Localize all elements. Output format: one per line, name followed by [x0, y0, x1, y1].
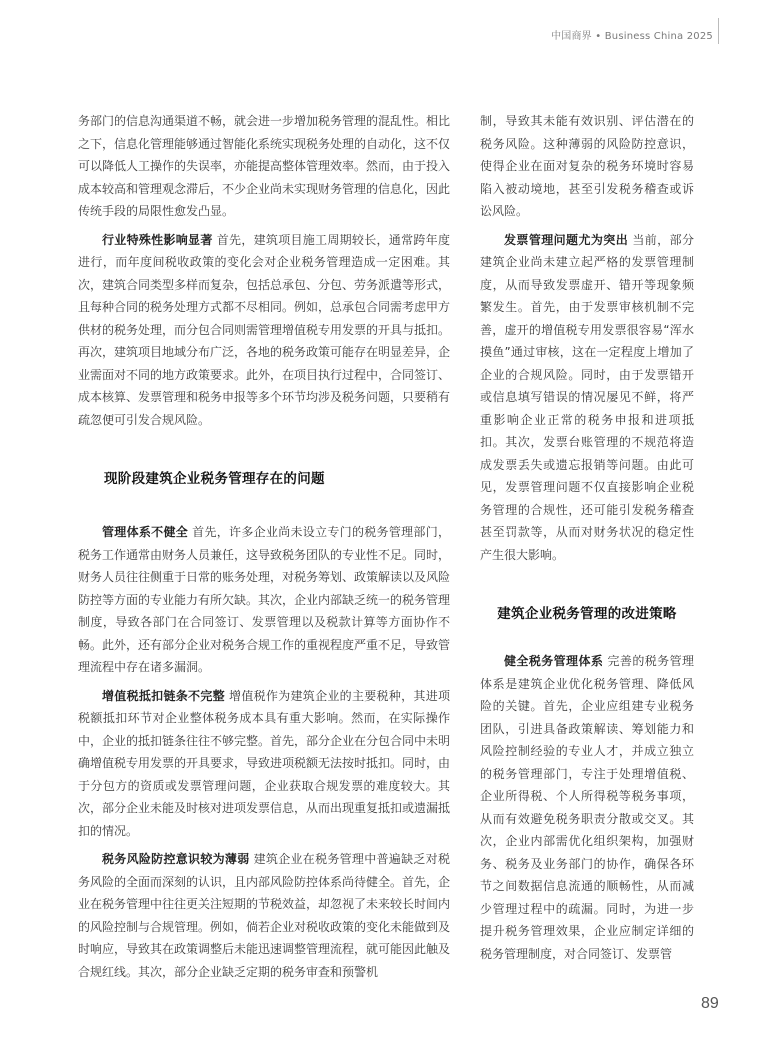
paragraph [480, 650, 694, 965]
paragraph [78, 521, 450, 679]
paragraph [78, 229, 450, 432]
running-header: 中国商界 • Business China 2025 [551, 31, 713, 42]
section-heading: 现阶段建筑企业税务管理存在的问题 [104, 471, 325, 487]
paragraph-lead: 发票管理问题尤为突出 [504, 232, 629, 247]
paragraph-body: 当前，部分建筑企业尚未建立起严格的发票管理制度，从而导致发票虚开、错开等现象频繁发生。首先，由于发票审核机制不完善，虚开的增值税专用发票很容易“浑水摸鱼”通过审核，这在一定程度上增加了企业的合规风险。同时，由于发票错开或信息填写错误的情况屡见不鲜，将严重影响企业正常的税务申报和进项抵扣。其次，发票台账管理的不规范将造成发票丢失或遗忘报销等问题。由此可见，发票管理问题不仅直接影响企业税务管理的合规性，还可能引发税务稽查甚至罚款等，从而对财务状况的稳定性产生很大影响。 [480, 232, 694, 562]
paragraph-lead: 增值税抵扣链条不完整 [102, 688, 225, 703]
left-column [78, 110, 450, 989]
section-heading: 建筑企业税务管理的改进策略 [497, 606, 677, 622]
paragraph-lead: 健全税务管理体系 [504, 654, 604, 668]
paragraph [78, 685, 450, 843]
paragraph [480, 229, 694, 567]
paragraph: 务部门的信息沟通渠道不畅，就会进一步增加税务管理的混乱性。相比之下，信息化管理能够通过智能化系统实现税务处理的自动化，这不仅可以降低人工操作的失误率，亦能提高整体管理效率。然而，由于投入成本较高和管理观念滞后，不少企业尚未实现财务管理的信息化，因此传统手段的局限性愈发凸显。 [78, 114, 451, 218]
paragraph-lead: 管理体系不健全 [102, 525, 189, 539]
paragraph-body: 建筑企业在税务管理中普遍缺乏对税务风险的全面而深刻的认识，且内部风险防控体系尚待健全。首先，企业在税务管理中往往更关注短期的节税效益，却忽视了未来较长时间内的风险控制与合规管理。例如，倘若企业对税收政策的变化未能做到及时响应，导致其在政策调整后未能迅速调整管理流程，就可能因此触及合规红线。其次，部分企业缺乏定期的税务审查和预警机 [78, 852, 451, 979]
paragraph-body: 完善的税务管理体系是建筑企业优化税务管理、降低风险的关键。首先，企业应组建专业税务团队，引进具备政策解读、筹划能力和风险控制经验的专业人才，并成立独立的税务管理部门，专注于处理增值税、企业所得税、个人所得税等税务事项，从而有效避免税务职责分散或交叉。其次，企业内部需优化组织架构，加强财务、税务及业务部门的协作，确保各环节之间数据信息流通的顺畅性，从而减少管理过程中的疏漏。同时，为进一步提升税务管理效果，企业应制定详细的税务管理制度，对合同签订、发票管 [480, 654, 694, 961]
paragraph-lead: 税务风险防控意识较为薄弱 [102, 852, 250, 866]
paragraph-body: 首先，建筑项目施工周期较长，通常跨年度进行，而年度间税收政策的变化会对企业税务管理造成一定困难。其次，建筑合同类型多样而复杂，包括总承包、分包、劳务派遣等形式，且每种合同的税务处理方式都不尽相同。例如，总承包合同需考虑甲方供材的税务处理，而分包合同则需管理增值税专用发票的开具与抵扣。再次，建筑项目地域分布广泛，各地的税务政策可能存在明显差异，企业需面对不同的地方政策要求。此外，在项目执行过程中，合同签订、成本核算、发票管理和税务申报等多个环节均涉及税务问题，只要稍有疏忽便可引发合规风险。 [78, 232, 451, 427]
paragraph-body: 首先，许多企业尚未设立专门的税务管理部门，税务工作通常由财务人员兼任，这导致税务团队的专业性不足。同时，财务人员往往侧重于日常的账务处理，对税务筹划、政策解读以及风险防控等方面的专业能力有所欠缺。其次，企业内部缺乏统一的税务管理制度，导致各部门在合同签订、发票管理以及税款计算等方面协作不畅。此外，还有部分企业对税务合规工作的重视程度严重不足，导致管理流程中存在诸多漏洞。 [78, 525, 451, 674]
paragraph-body: 增值税作为建筑企业的主要税种，其进项税额抵扣环节对企业整体税务成本具有重大影响。然而，在实际操作中，企业的抵扣链条往往不够完整。首先，部分企业在分包合同中未明确增值税专用发票的开具要求，导致进项税额无法按时抵扣。同时，由于分包方的资质或发票管理问题，企业获取合规发票的难度较大。其次，部分企业未能及时核对进项发票信息，从而出现重复抵扣或遗漏抵扣的情况。 [78, 688, 451, 838]
paragraph: 制，导致其未能有效识别、评估潜在的税务风险。这种薄弱的风险防控意识，使得企业在面对复杂的税务环境时容易陷入被动境地，甚至引发税务稽查或诉讼风险。 [480, 114, 694, 218]
paragraph [78, 848, 450, 983]
paragraph-lead: 行业特殊性影响显著 [102, 232, 213, 247]
right-column [480, 110, 694, 971]
page-number: 89 [701, 995, 719, 1012]
header-divider [718, 18, 719, 44]
